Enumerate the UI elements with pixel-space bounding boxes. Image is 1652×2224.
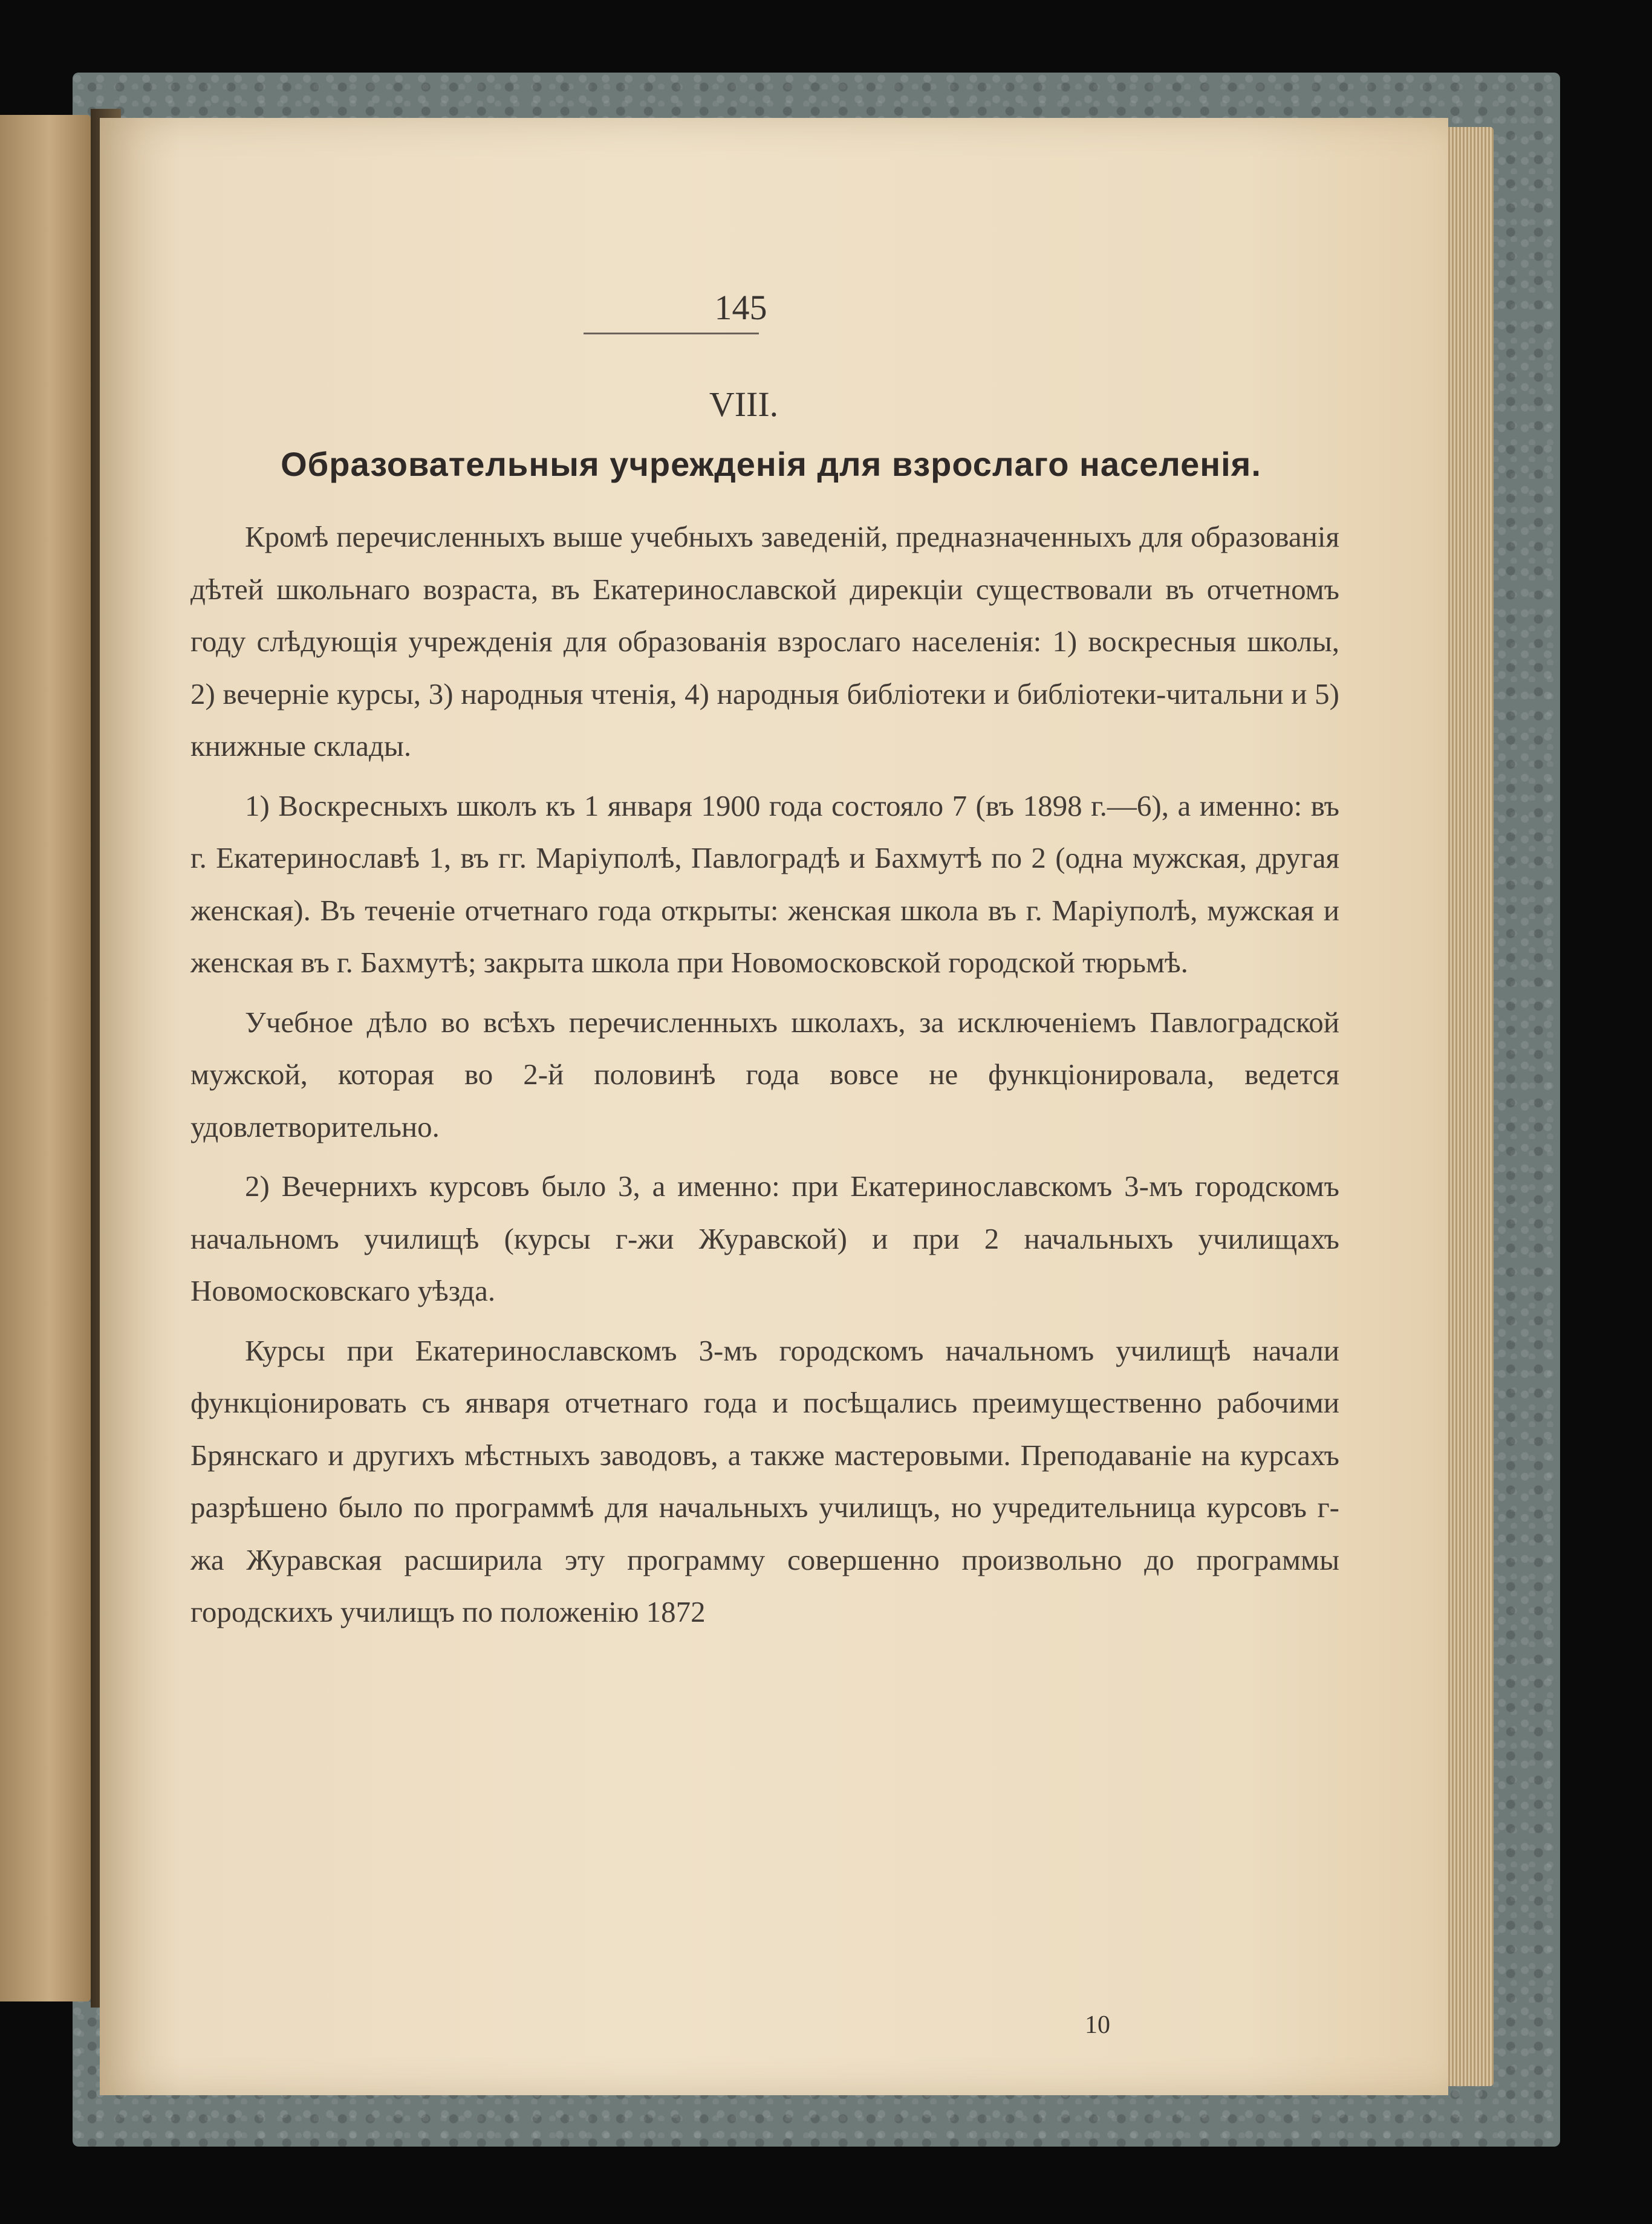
paragraph: 2) Вечернихъ курсовъ было 3, а именно: при Екатеринославскомъ 3-мъ городскомъ начальномъ училищѣ (курсы г-жи Журавской) и при 2 начальныхъ училищахъ Новомосковскаго уѣзда. [190,1169,1339,1307]
section-title: Образовательныя учрежденія для взрослаго населенія. [281,445,1261,483]
paragraph: Курсы при Екатеринославскомъ 3-мъ городскомъ начальномъ училищѣ начали функціонировать съ января отчетнаго года и посѣщались преимущественно рабочими Брянскаго и другихъ мѣстныхъ заводовъ, а также мастеровыми. Преподаваніе на курсахъ разрѣшено было по программѣ для начальныхъ училищъ, но учредительница курсовъ г-жа Журавская расширила эту программу совершенно произвольно до программы городскихъ училищъ по положенію 1872 [190,1333,1339,1628]
paragraph: Учебное дѣло во всѣхъ перечисленныхъ школахъ, за исключеніемъ Павлоградской мужской, которая во 2-й половинѣ года вовсе не функціонировала, ведется удовлетворительно. [190,1005,1339,1143]
left-page-edge [0,115,91,2001]
book-page [100,118,1448,2095]
paragraph: Кромѣ перечисленныхъ выше учебныхъ заведеній, предназначенныхъ для образованія дѣтей школьнаго возраста, въ Екатеринославской дирекціи существовали въ отчетномъ году слѣдующія учрежденія для образованія взрослаго населенія: 1) воскресныя школы, 2) вечерніе курсы, 3) народныя чтенія, 4) народныя библіотеки и библіотеки-читальни и 5) книжные склады. [190,520,1339,762]
section-number: VIII. [709,385,779,424]
body-text [190,511,1339,1646]
paragraph: 1) Воскресныхъ школъ къ 1 января 1900 года состояло 7 (въ 1898 г.—6), а именно: въ г. Екатеринославѣ 1, въ гг. Маріуполѣ, Павлоградѣ и Бахмутѣ по 2 (одна мужская, другая женская). Въ теченіе отчетнаго года открыты: женская школа въ г. Маріуполѣ, мужская и женская въ г. Бахмутѣ; закрыта школа при Новомосковской городской тюрьмѣ. [190,788,1339,979]
page-number-rule [584,333,759,334]
signature-mark: 10 [1085,2011,1110,2039]
page-number: 145 [714,288,767,327]
